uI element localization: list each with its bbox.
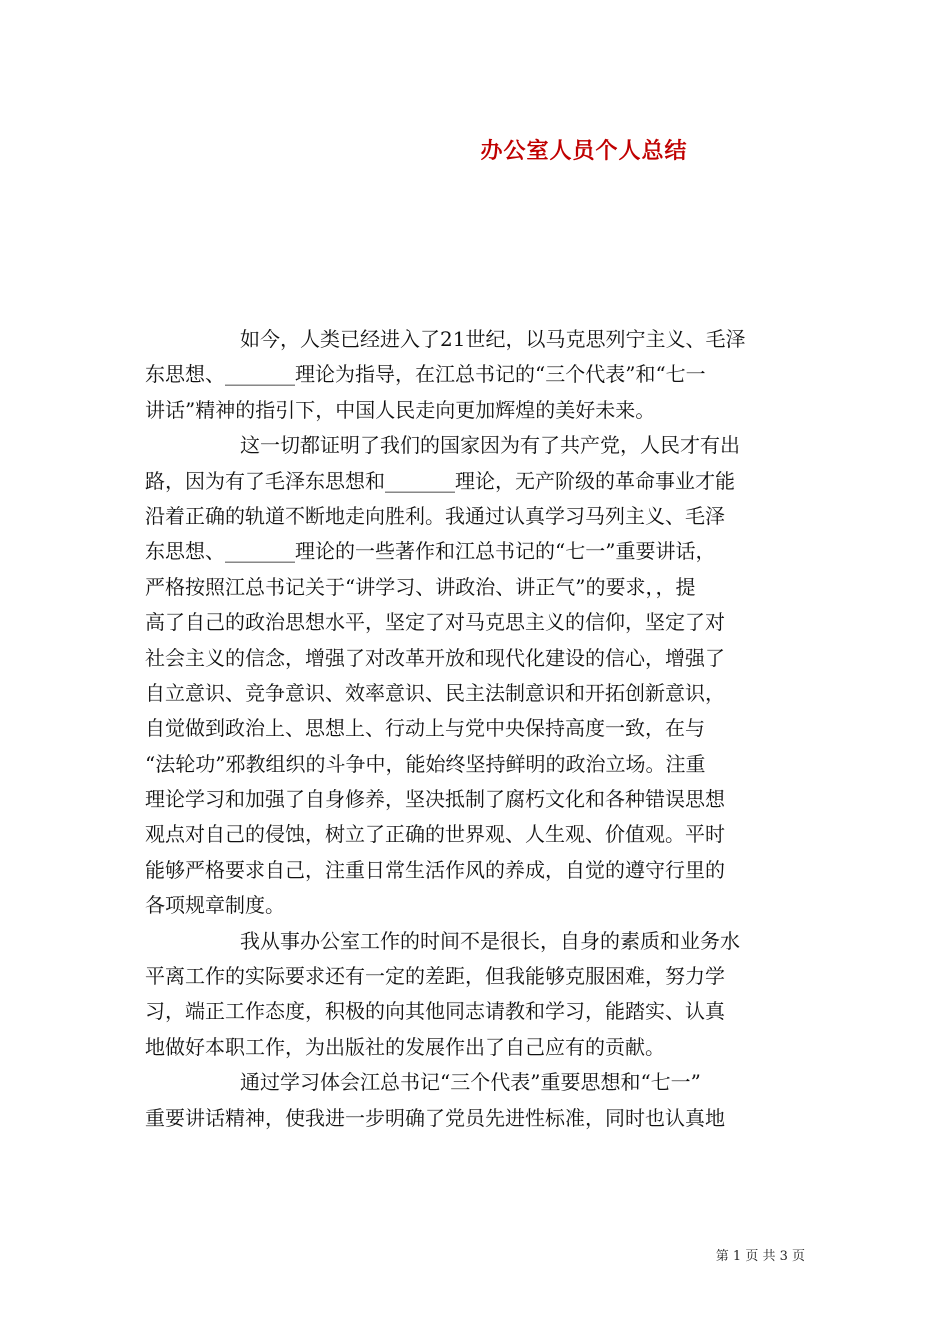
text-line: 重要讲话精神，使我进一步明确了党员先进性标准，同时也认真地	[145, 1105, 725, 1130]
text-line: 高了自己的政治思想水平，坚定了对马克思主义的信仰，坚定了对	[145, 610, 725, 635]
text-line: 东思想、_______理论为指导，在江总书记的“三个代表”和“七一	[145, 362, 706, 387]
text-line: 观点对自己的侵蚀，树立了正确的世界观、人生观、价值观。平时	[145, 822, 725, 847]
text-line: 自觉做到政治上、思想上、行动上与党中央保持高度一致，在与	[145, 716, 705, 741]
text-line: 社会主义的信念，增强了对改革开放和现代化建设的信心，增强了	[145, 645, 725, 670]
body-text	[145, 322, 809, 1136]
text-line: 自立意识、竞争意识、效率意识、民主法制意识和开拓创新意识，	[145, 680, 725, 705]
page-number-footer: 第 1 页 共 3 页	[715, 1249, 805, 1264]
text-line: 地做好本职工作，为出版社的发展作出了自己应有的贡献。	[145, 1034, 665, 1059]
page-title: 办公室人员个人总结	[480, 138, 688, 164]
text-line: 讲话”精神的指引下，中国人民走向更加辉煌的美好未来。	[145, 397, 656, 422]
text-line: 这一切都证明了我们的国家因为有了共产党，人民才有出	[240, 433, 740, 458]
text-line: 路，因为有了毛泽东思想和_______理论，无产阶级的革命事业才能	[145, 468, 735, 493]
text-line: 理论学习和加强了自身修养，坚决抵制了腐朽文化和各种错误思想	[145, 787, 725, 812]
text-line: 我从事办公室工作的时间不是很长，自身的素质和业务水	[240, 928, 740, 953]
text-line: 如今，人类已经进入了21世纪，以马克思列宁主义、毛泽	[240, 327, 746, 351]
text-line: 严格按照江总书记关于“讲学习、讲政治、讲正气”的要求，，提	[145, 574, 696, 599]
text-line: “法轮功”邪教组织的斗争中，能始终坚持鲜明的政治立场。注重	[145, 751, 706, 776]
text-line: 东思想、_______理论的一些著作和江总书记的“七一”重要讲话，	[145, 539, 716, 564]
text-line: 各项规章制度。	[145, 893, 285, 918]
text-line: 通过学习体会江总书记“三个代表”重要思想和“七一”	[240, 1070, 701, 1095]
text-line: 平离工作的实际要求还有一定的差距，但我能够克服困难，努力学	[145, 964, 725, 989]
text-line: 习，端正工作态度，积极的向其他同志请教和学习，能踏实、认真	[145, 999, 725, 1024]
text-line: 能够严格要求自己，注重日常生活作风的养成，自觉的遵守行里的	[145, 857, 725, 882]
text-line: 沿着正确的轨道不断地走向胜利。我通过认真学习马列主义、毛泽	[145, 503, 725, 528]
